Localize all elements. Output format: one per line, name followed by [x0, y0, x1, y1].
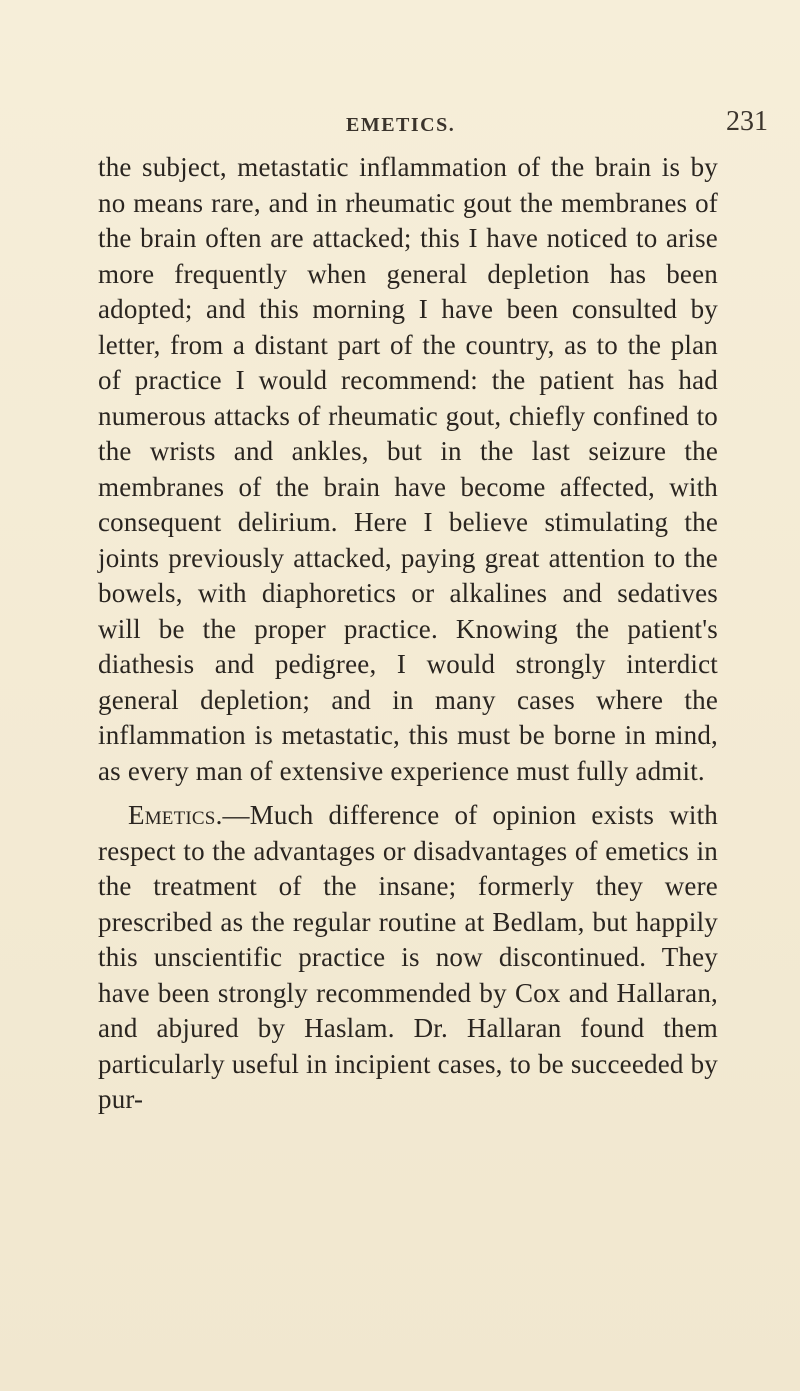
paragraph-1-text: the subject, metastatic inflammation of the brain is by no means rare, and in rheumatic gout the membranes of the brain often are attacked; this I have noticed to arise more frequently when general depletion has been adopted; and this morning I have been consulted by letter, from a distant part of the country, as to the plan of practice I would recommend: the patient has had numerous attacks of rheumatic gout, chiefly confined to the wrists and ankles, but in the last seizure the membranes of the brain have become affected, with consequent delirium. Here I believe stimulating the joints previously attacked, paying great attention to the bowels, with diaphoretics or alkalines and sedatives will be the proper practice. Knowing the patient's diathesis and pedigree, I would strongly interdict general depletion; and in many cases where the inflammation is metastatic, this must be borne in mind, as every man of extensive experience must fully admit.: [98, 152, 718, 786]
section-heading-emetics: Emetics.: [128, 800, 223, 830]
paragraph-2: [98, 798, 718, 1118]
page-number: 231: [726, 106, 768, 137]
running-head: [0, 106, 800, 146]
paragraph-1: [98, 150, 718, 789]
running-title: EMETICS.: [346, 114, 456, 136]
paragraph-2-text: —Much difference of opinion exists with respect to the advantages or disadvantages of emetics in the treatment of the insane; formerly they were prescribed as the regular routine at Bedlam, but happily this unscientific practice is now discontinued. They have been strongly recommended by Cox and Hallaran, and abjured by Haslam. Dr. Hallaran found them particularly useful in incipient cases, to be succeeded by pur-: [98, 800, 718, 1114]
